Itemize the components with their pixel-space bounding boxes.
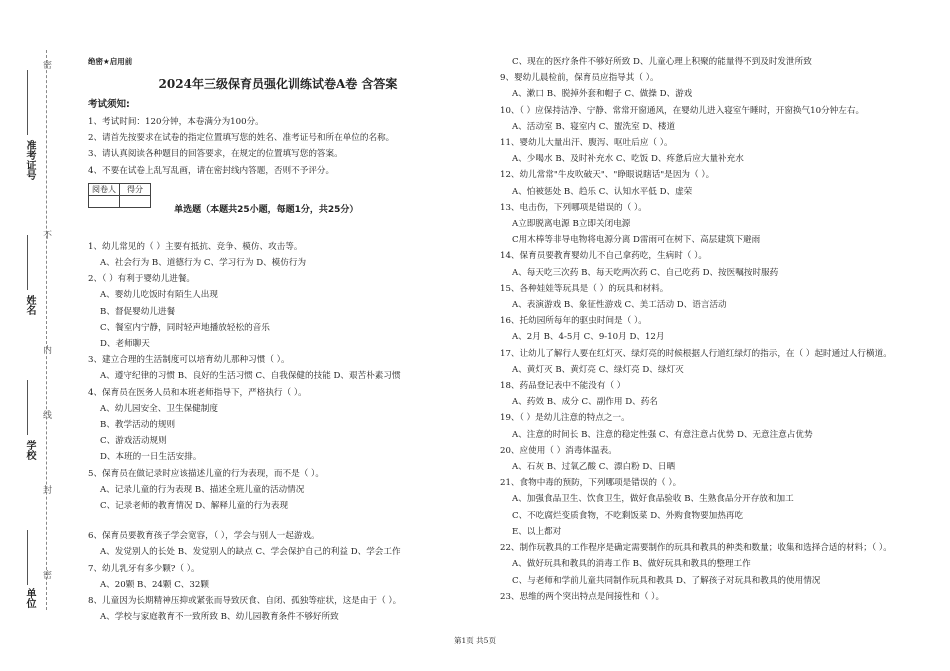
grader-header: 阅卷人 <box>89 183 120 195</box>
question-line: 23、思维的两个突出特点是间接性和（ ）。 <box>500 591 665 602</box>
option-line: B、教学活动的规则 <box>100 420 176 431</box>
option-line: A、石灰 B、过氧乙酸 C、漂白粉 D、日晒 <box>512 462 676 473</box>
exam-number-label: 准考证号 <box>24 140 35 180</box>
spacer <box>88 514 468 528</box>
notice-title: 考试须知: <box>88 99 130 110</box>
spacer <box>88 225 468 239</box>
question-line: 10、（ ）应保持洁净、宁静、常常开窗通风，在婴幼儿进入寝室午睡时，开窗换气10分钟左右。 <box>500 105 865 116</box>
name-line <box>27 235 28 290</box>
option-line: A、20颗 B、24颗 C、32颗 <box>100 579 209 590</box>
option-line: A、遵守纪律的习惯 B、良好的生活习惯 C、自我保健的技能 D、艰苦朴素习惯 <box>100 371 401 382</box>
question-line: 22、制作玩教具的工作程序是确定需要制作的玩具和教具的种类和数量；收集和选择合适的材料；（ ）。 <box>500 543 892 554</box>
option-line: A、药效 B、成分 C、副作用 D、药名 <box>512 397 658 408</box>
notice-line: 2、请首先按要求在试卷的指定位置填写您的姓名、准考证号和所在单位的名称。 <box>88 133 395 144</box>
section-title: 单选题（本题共25小题，每题1分，共25分） <box>174 204 359 215</box>
option-line: A、婴幼儿吃饭时有陌生人出现 <box>100 290 218 301</box>
seal-mark-4: 线 <box>41 410 51 420</box>
question-line: 9、婴幼儿晨检前，保育员应指导其（ ）。 <box>500 73 659 84</box>
seal-mark-1: 密 <box>41 60 51 70</box>
question-line: 7、幼儿乳牙有多少颗?（ ）。 <box>88 563 200 574</box>
score-header: 得分 <box>120 183 151 195</box>
unit-line <box>27 530 28 585</box>
seal-mark-3: 内 <box>41 345 51 355</box>
option-line: C、游戏活动规则 <box>100 436 167 447</box>
notice-line: 3、请认真阅读各种题目的回答要求，在规定的位置填写您的答案。 <box>88 149 343 160</box>
option-line: C、现在的医疗条件不够好所致 D、儿童心理上积聚的能量得不到及时发泄所致 <box>512 57 812 67</box>
question-line: 11、婴幼儿大量出汗、腹泻、呕吐后应（ ）。 <box>500 138 673 149</box>
left-column <box>88 56 468 625</box>
unit-label: 单位 <box>24 588 35 608</box>
seal-cut-line <box>46 50 47 610</box>
question-line: 1、幼儿常见的（ ）主要有抵抗、竞争、模仿、攻击等。 <box>88 241 303 252</box>
option-line: A、每天吃三次药 B、每天吃两次药 C、自己吃药 D、按医嘱按时服药 <box>512 267 779 278</box>
option-line: A、怕被惩处 B、趋乐 C、认知水平低 D、虚荣 <box>512 186 693 197</box>
exam-title: 2024年三级保育员强化训练试卷A卷 含答案 <box>158 77 398 91</box>
question-line: 17、让幼儿了解行人要在红灯灭、绿灯亮的时候根据人行道红绿灯的指示，在（ ）起时通过人行横道。 <box>500 348 892 359</box>
score-box <box>88 183 151 208</box>
seal-mark-6: 密 <box>41 570 51 580</box>
right-column <box>500 54 900 605</box>
option-line: B、督促婴幼儿进餐 <box>100 306 176 317</box>
question-line: 5、保育员在做记录时应该描述儿童的行为表现，而不是（ ）。 <box>88 468 324 479</box>
name-label: 姓名 <box>24 295 35 315</box>
question-line: 13、电击伤，下列哪项是错误的（ ）。 <box>500 202 647 213</box>
question-line: 14、保育员要教育婴幼儿不自己拿药吃，生病时（ ）。 <box>500 251 708 262</box>
question-line: 20、应使用（ ）消毒体温表。 <box>500 445 617 456</box>
option-line: A、注意的时间长 B、注意的稳定性强 C、有意注意占优势 D、无意注意占优势 <box>512 429 813 440</box>
seal-mark-5: 封 <box>41 485 51 495</box>
notice-line: 4、不要在试卷上乱写乱画，请在密封线内答题，否则不予评分。 <box>88 165 335 176</box>
section-header <box>88 183 468 225</box>
option-line: D、本班的一日生活安排。 <box>100 452 202 463</box>
option-line: C、不吃腐烂变质食物，不吃剩饭菜 D、外购食物要加热再吃 <box>512 510 744 521</box>
school-line <box>27 380 28 435</box>
score-cell[interactable] <box>120 195 151 207</box>
option-line: C、与老师和学前儿童共同制作玩具和教具 D、了解孩子对玩具和教具的使用情况 <box>512 575 821 586</box>
option-line: A、黄灯灭 B、黄灯亮 C、绿灯亮 D、绿灯灭 <box>512 364 684 375</box>
option-line: A、加强食品卫生、饮食卫生，做好食品验收 B、生熟食品分开存放和加工 <box>512 494 794 505</box>
question-line: 19、（ ）是幼儿注意的特点之一。 <box>500 413 630 424</box>
option-line: C、餐室内宁静，同时轻声地播放轻松的音乐 <box>100 322 270 333</box>
option-line: A、记录儿童的行为表现 B、描述全班儿童的活动情况 <box>100 484 305 495</box>
binding-margin <box>0 0 58 671</box>
question-line: 4、保育员在医务人员和本班老师指导下，严格执行（ ）。 <box>88 387 307 398</box>
question-line: 3、建立合理的生活制度可以培育幼儿那种习惯（ ）。 <box>88 355 290 366</box>
option-line: C、记录老师的教育情况 D、解释儿童的行为表现 <box>100 501 289 512</box>
option-line: A、幼儿园安全、卫生保健制度 <box>100 403 218 414</box>
option-line: A、活动室 B、寝室内 C、盥洗室 D、楼道 <box>512 121 676 132</box>
question-line: 21、食物中毒的预防，下列哪项是错误的（ ）。 <box>500 478 682 489</box>
option-line: A、发觉别人的长处 B、发觉别人的缺点 C、学会保护自己的利益 D、学会工作 <box>100 547 401 558</box>
page-footer: 第1页 共5页 <box>454 636 496 645</box>
question-line: 2、（ ）有利于婴幼儿进餐。 <box>88 274 196 285</box>
option-line: A、2月 B、4-5月 C、9-10月 D、12月 <box>512 332 665 343</box>
question-line: 12、幼儿常常"牛皮吹破天"、"睁眼说瞎话"是因为（ ）。 <box>500 170 715 181</box>
secret-mark: 绝密★启用前 <box>88 57 133 66</box>
option-line: A、表演游戏 B、象征性游戏 C、美工活动 D、语言活动 <box>512 300 727 311</box>
question-line: 15、各种娃娃等玩具是（ ）的玩具和材料。 <box>500 283 669 294</box>
option-line: A、学校与家庭教育不一致所致 B、幼儿园教育条件不够好所致 <box>100 612 339 623</box>
notice-line: 1、考试时间：120分钟，本卷满分为100分。 <box>88 117 264 127</box>
option-line: C用木棒等非导电物将电源分离 D雷雨可在树下、高层建筑下避雨 <box>512 235 761 246</box>
question-line: 16、托幼园所每年的驱虫时间是（ ）。 <box>500 316 647 327</box>
school-label: 学校 <box>24 440 35 460</box>
exam-number-line <box>27 70 28 135</box>
option-line: A、社会行为 B、道德行为 C、学习行为 D、模仿行为 <box>100 258 307 269</box>
question-line: 6、保育员要教育孩子学会宽容，（ ），学会与别人一起游戏。 <box>88 531 320 542</box>
option-line: A、少喝水 B、及时补充水 C、吃饭 D、疼惫后应大量补充水 <box>512 154 744 165</box>
option-line: A、做好玩具和教具的消毒工作 B、做好玩具和教具的整理工作 <box>512 559 751 570</box>
question-line: 8、儿童因为长期精神压抑或紧张而导致厌食、自闭、孤独等症状，这是由于（ ）。 <box>88 596 402 607</box>
option-line: E、以上都对 <box>512 526 562 537</box>
option-line: A、漱口 B、脱掉外套和帽子 C、做操 D、游戏 <box>512 89 693 100</box>
option-line: A立即脱离电源 B立即关闭电源 <box>512 219 631 230</box>
grader-cell[interactable] <box>89 195 120 207</box>
seal-mark-2: 不 <box>41 230 51 240</box>
option-line: D、老师聊天 <box>100 339 150 350</box>
question-line: 18、药品登记表中不能没有（ ） <box>500 381 626 392</box>
